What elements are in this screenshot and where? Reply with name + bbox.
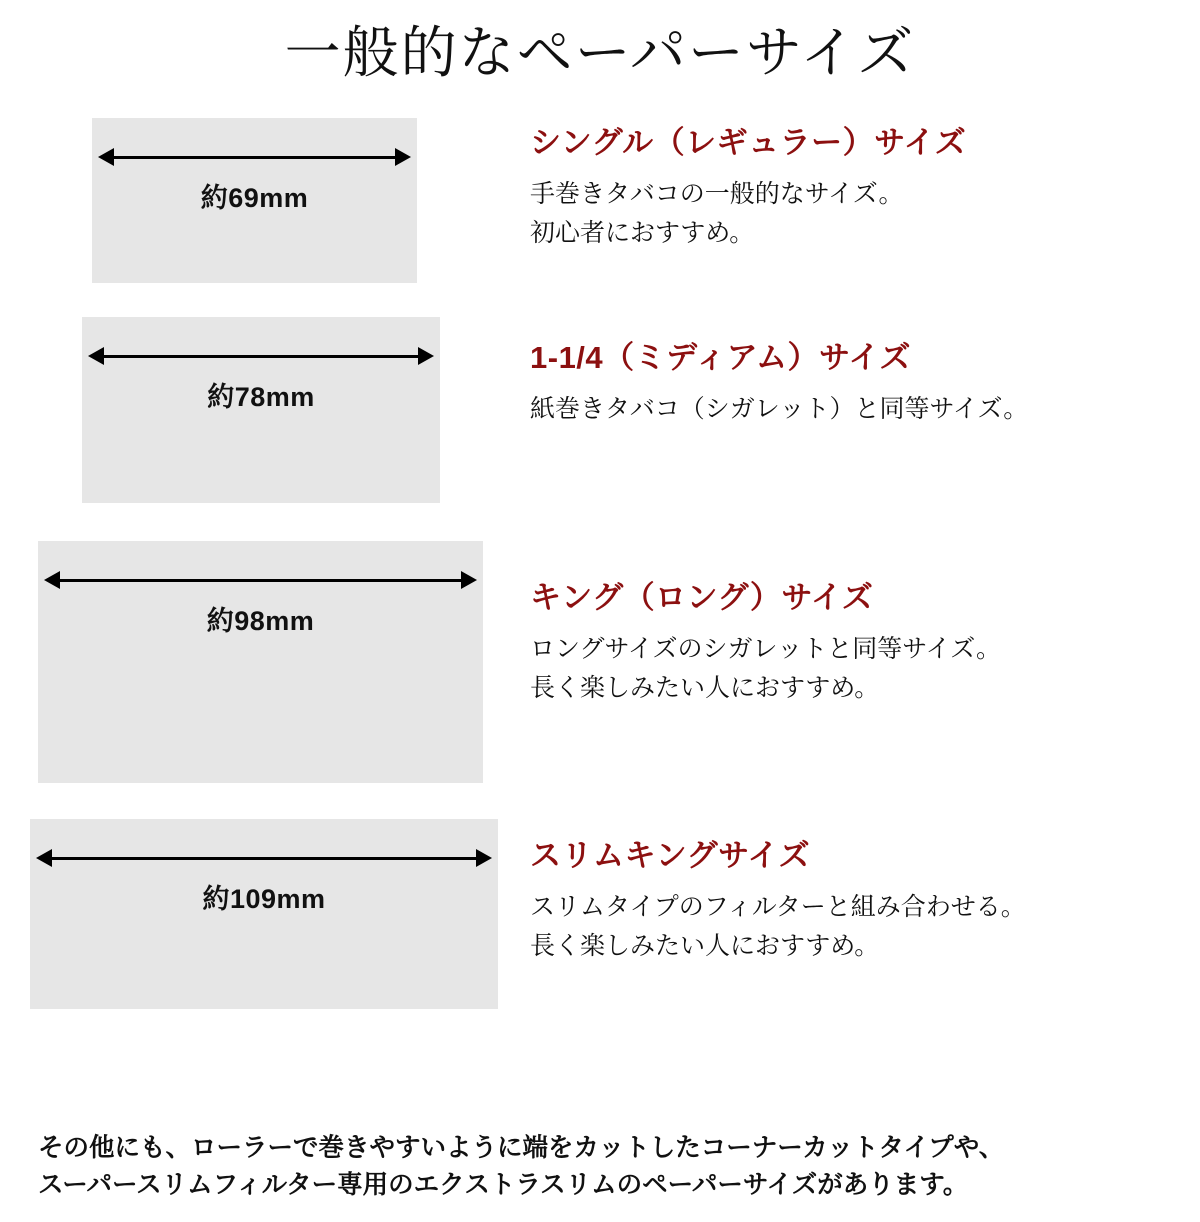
paper-swatch-medium: [82, 317, 440, 503]
paper-size-list: [0, 118, 1200, 1009]
arrow-line: [50, 857, 478, 860]
arrow-line: [58, 579, 463, 582]
arrow-head-left-icon: [36, 849, 52, 867]
paper-size-desc-medium-line1: 紙巻きタバコ（シガレット）と同等サイズ。: [530, 394, 1029, 423]
arrow-head-right-icon: [461, 571, 477, 589]
paper-swatch-group-king: [0, 541, 530, 783]
paper-swatch-king: [38, 541, 483, 783]
paper-size-desc-single-line1: 手巻きタバコの一般的なサイズ。: [530, 179, 904, 208]
paper-size-heading-king: キング（ロング）サイズ: [530, 579, 874, 615]
paper-swatch-slim-king: [30, 819, 498, 1009]
paper-swatch-group-single: [0, 118, 530, 283]
paper-size-row-medium: [0, 317, 1200, 503]
arrow-head-right-icon: [418, 347, 434, 365]
dimension-arrow-slim-king: [36, 849, 492, 914]
paper-size-text-medium: [530, 317, 1200, 429]
arrow-line: [102, 355, 420, 358]
paper-size-desc-slim-king-line1: スリムタイプのフィルターと組み合わせる。: [530, 892, 1026, 921]
footer-note-line1: その他にも、ローラーで巻きやすいように端をカットしたコーナーカットタイプや、: [38, 1134, 1005, 1163]
paper-size-desc-single-line2: 初心者におすすめ。: [530, 218, 755, 247]
paper-swatch-single: [92, 118, 417, 283]
paper-size-heading-slim-king: スリムキングサイズ: [530, 837, 811, 873]
page-title: 一般的なペーパーサイズ: [284, 21, 916, 84]
dimension-label-slim-king: 約109mm: [202, 883, 326, 914]
paper-size-text-single: [530, 118, 1200, 253]
dimension-arrow-single: [98, 148, 411, 213]
dimension-label-king: 約98mm: [206, 605, 315, 636]
paper-size-heading-single: シングル（レギュラー）サイズ: [530, 124, 967, 160]
paper-swatch-group-medium: [0, 317, 530, 503]
arrow-head-left-icon: [88, 347, 104, 365]
dimension-arrow-king: [44, 571, 477, 636]
footer-note: [38, 1130, 1180, 1204]
paper-size-text-slim-king: [530, 819, 1200, 966]
paper-size-heading-medium: 1-1/4（ミディアム）サイズ: [530, 339, 912, 375]
arrow-head-right-icon: [395, 148, 411, 166]
paper-size-desc-king-line2: 長く楽しみたい人におすすめ。: [530, 673, 880, 702]
paper-size-text-king: [530, 541, 1200, 708]
footer-note-line2: スーパースリムフィルター専用のエクストラスリムのペーパーサイズがあります。: [38, 1171, 969, 1200]
paper-size-row-king: [0, 541, 1200, 783]
arrow-head-left-icon: [44, 571, 60, 589]
paper-size-desc-slim-king-line2: 長く楽しみたい人におすすめ。: [530, 931, 880, 960]
dimension-arrow-medium: [88, 347, 434, 412]
dimension-label-single: 約69mm: [200, 182, 309, 213]
arrow-head-right-icon: [476, 849, 492, 867]
arrow-line: [112, 156, 397, 159]
paper-size-row-single: [0, 118, 1200, 283]
paper-size-row-slim-king: [0, 819, 1200, 1009]
paper-swatch-group-slim-king: [0, 819, 530, 1009]
arrow-head-left-icon: [98, 148, 114, 166]
paper-size-desc-king-line1: ロングサイズのシガレットと同等サイズ。: [530, 634, 1002, 663]
dimension-label-medium: 約78mm: [207, 381, 315, 412]
